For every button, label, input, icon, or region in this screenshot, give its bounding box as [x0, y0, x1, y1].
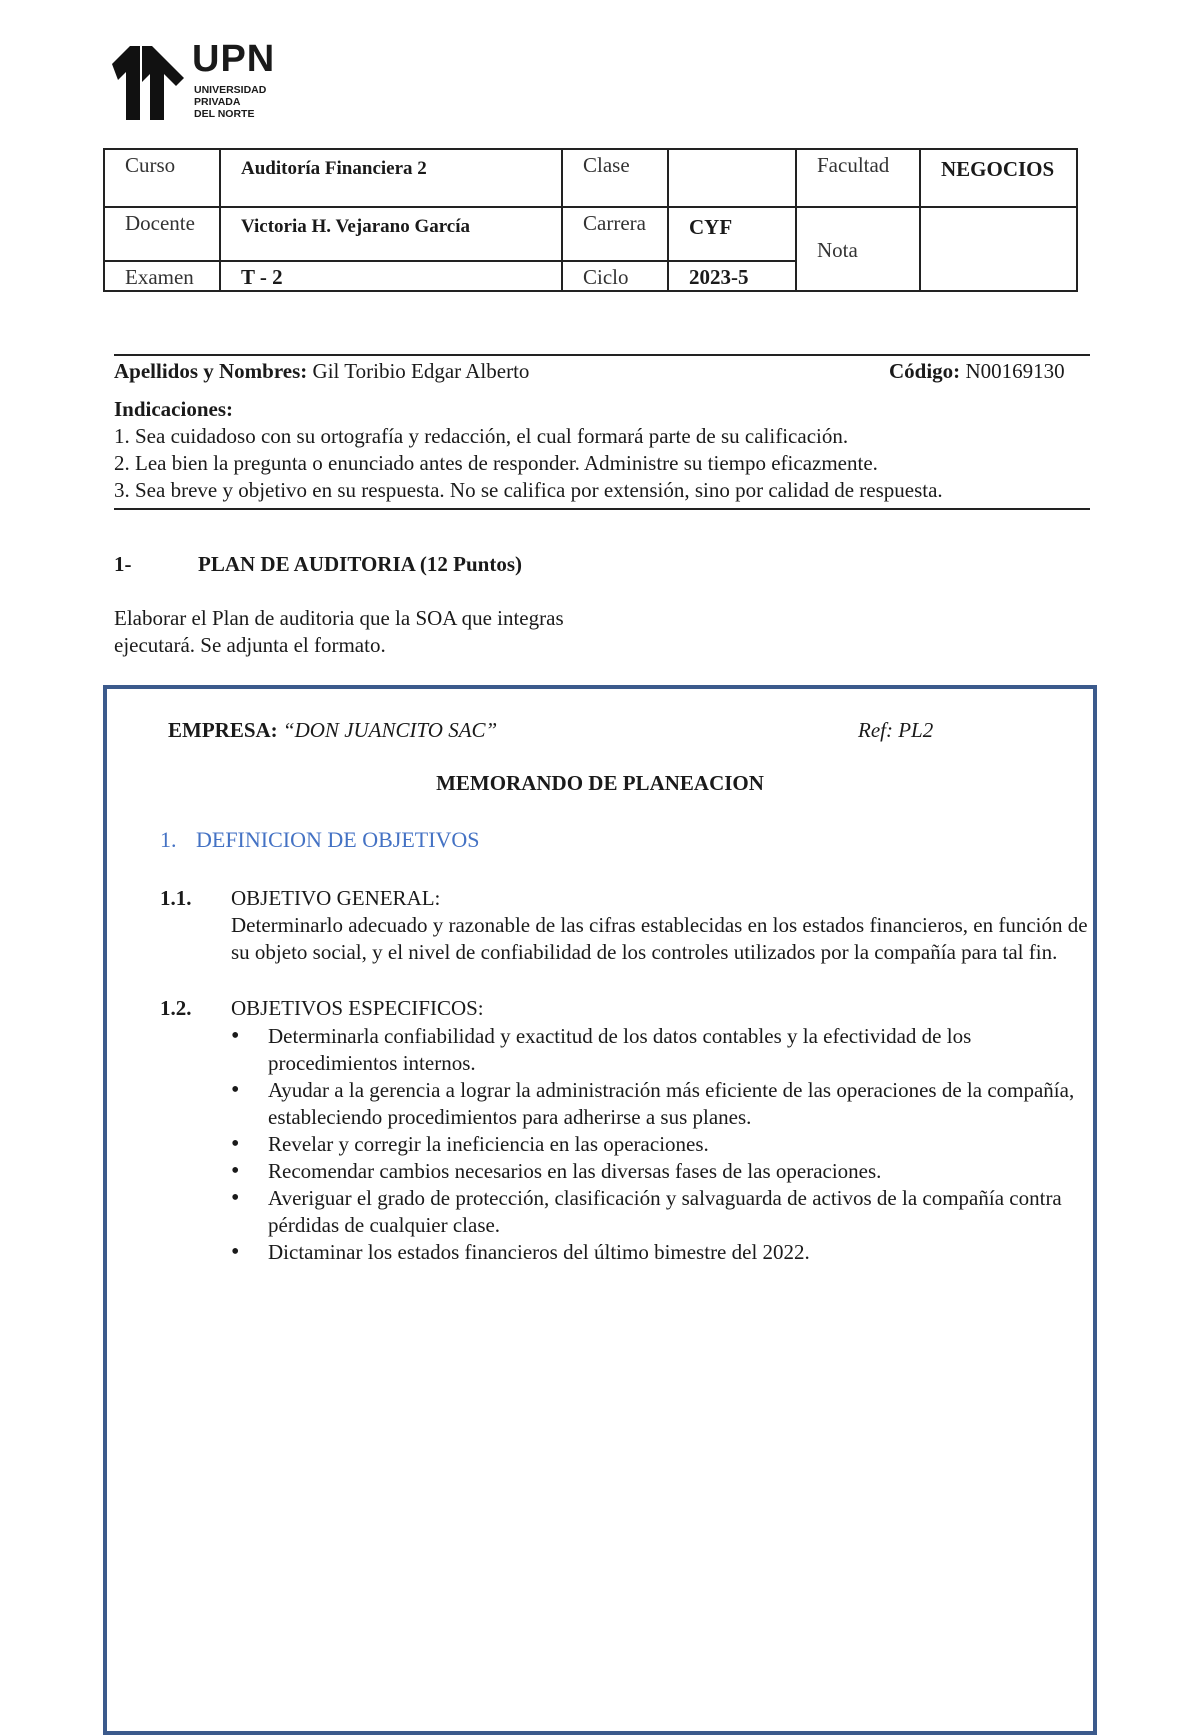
ciclo-label: Ciclo [562, 261, 668, 291]
memo-ref: Ref: PL2 [858, 718, 934, 742]
empresa-value: “DON JUANCITO SAC” [282, 718, 498, 742]
objetivos-especificos-list [231, 1023, 1101, 1266]
curso-value: Auditoría Financiera 2 [220, 149, 562, 207]
student-code-label: Código: [889, 359, 961, 383]
student-code-value: N00169130 [965, 359, 1065, 383]
indicaciones-title: Indicaciones: [114, 397, 234, 421]
empresa-line [168, 718, 497, 743]
ciclo-value: 2023-5 [668, 261, 796, 291]
student-name-line [114, 358, 529, 385]
logo-subtitle: UNIVERSIDAD PRIVADA DEL NORTE [194, 84, 267, 120]
logo-wordmark: UPN [192, 38, 276, 80]
carrera-value: CYF [668, 207, 796, 261]
list-item: • Determinarla confiabilidad y exactitud de los datos contables y la efectividad de los procedimientos internos. [231, 1023, 1101, 1077]
clase-label: Clase [562, 149, 668, 207]
list-item: • Ayudar a la gerencia a lograr la administración más eficiente de las operaciones de la compañía, estableciendo procedimientos para adherirse a sus planes. [231, 1077, 1101, 1131]
divider-top [114, 354, 1090, 356]
clase-value [668, 149, 796, 207]
student-code-line [889, 358, 1065, 385]
objetivos-especificos-heading: 1.2. OBJETIVOS ESPECIFICOS: [160, 996, 484, 1020]
examen-label: Examen [104, 261, 220, 291]
carrera-label: Carrera [562, 207, 668, 261]
docente-value: Victoria H. Vejarano García [220, 207, 562, 261]
section-heading: 1- PLAN DE AUDITORIA (12 Puntos) [114, 552, 522, 576]
empresa-label: EMPRESA: [168, 718, 278, 742]
memo-title: MEMORANDO DE PLANEACION [436, 771, 764, 795]
nota-label: Nota [796, 207, 920, 291]
student-name-label: Apellidos y Nombres: [114, 359, 308, 383]
indicacion-item: 1. Sea cuidadoso con su ortografía y redacción, el cual formará parte de su calificación. [114, 424, 849, 448]
indicacion-item: 2. Lea bien la pregunta o enunciado antes de responder. Administre su tiempo eficazmente. [114, 451, 878, 475]
curso-label: Curso [104, 149, 220, 207]
docente-label: Docente [104, 207, 220, 261]
examen-value: T - 2 [220, 261, 562, 291]
student-name-value: Gil Toribio Edgar Alberto [312, 359, 530, 383]
facultad-value: NEGOCIOS [920, 149, 1077, 207]
indicacion-item: 3. Sea breve y objetivo en su respuesta. No se califica por extensión, sino por calidad de respuesta. [114, 478, 943, 502]
objetivo-general-heading: 1.1. OBJETIVO GENERAL: [160, 886, 441, 910]
list-item: • Dictaminar los estados financieros del último bimestre del 2022. [231, 1239, 1101, 1266]
list-item: • Recomendar cambios necesarios en las diversas fases de las operaciones. [231, 1158, 1101, 1185]
objetivo-general-text: Determinarlo adecuado y razonable de las cifras establecidas en los estados financieros, en función de su objeto social, y el nivel de confiabilidad de los controles utilizados por la compañía para tal fin. [231, 913, 1088, 964]
list-item: • Averiguar el grado de protección, clasificación y salvaguarda de activos de la compañía contra pérdidas de cualquier clase. [231, 1185, 1101, 1239]
section-instruction: Elaborar el Plan de auditoria que la SOA que integras [114, 606, 564, 630]
divider-bottom [114, 508, 1090, 510]
facultad-label: Facultad [796, 149, 920, 207]
section-instruction: ejecutará. Se adjunta el formato. [114, 633, 386, 657]
nota-value[interactable] [920, 207, 1077, 291]
list-item: • Revelar y corregir la ineficiencia en las operaciones. [231, 1131, 1101, 1158]
exam-header-table [103, 148, 1078, 292]
memo-section-heading: 1. DEFINICION DE OBJETIVOS [160, 827, 480, 852]
